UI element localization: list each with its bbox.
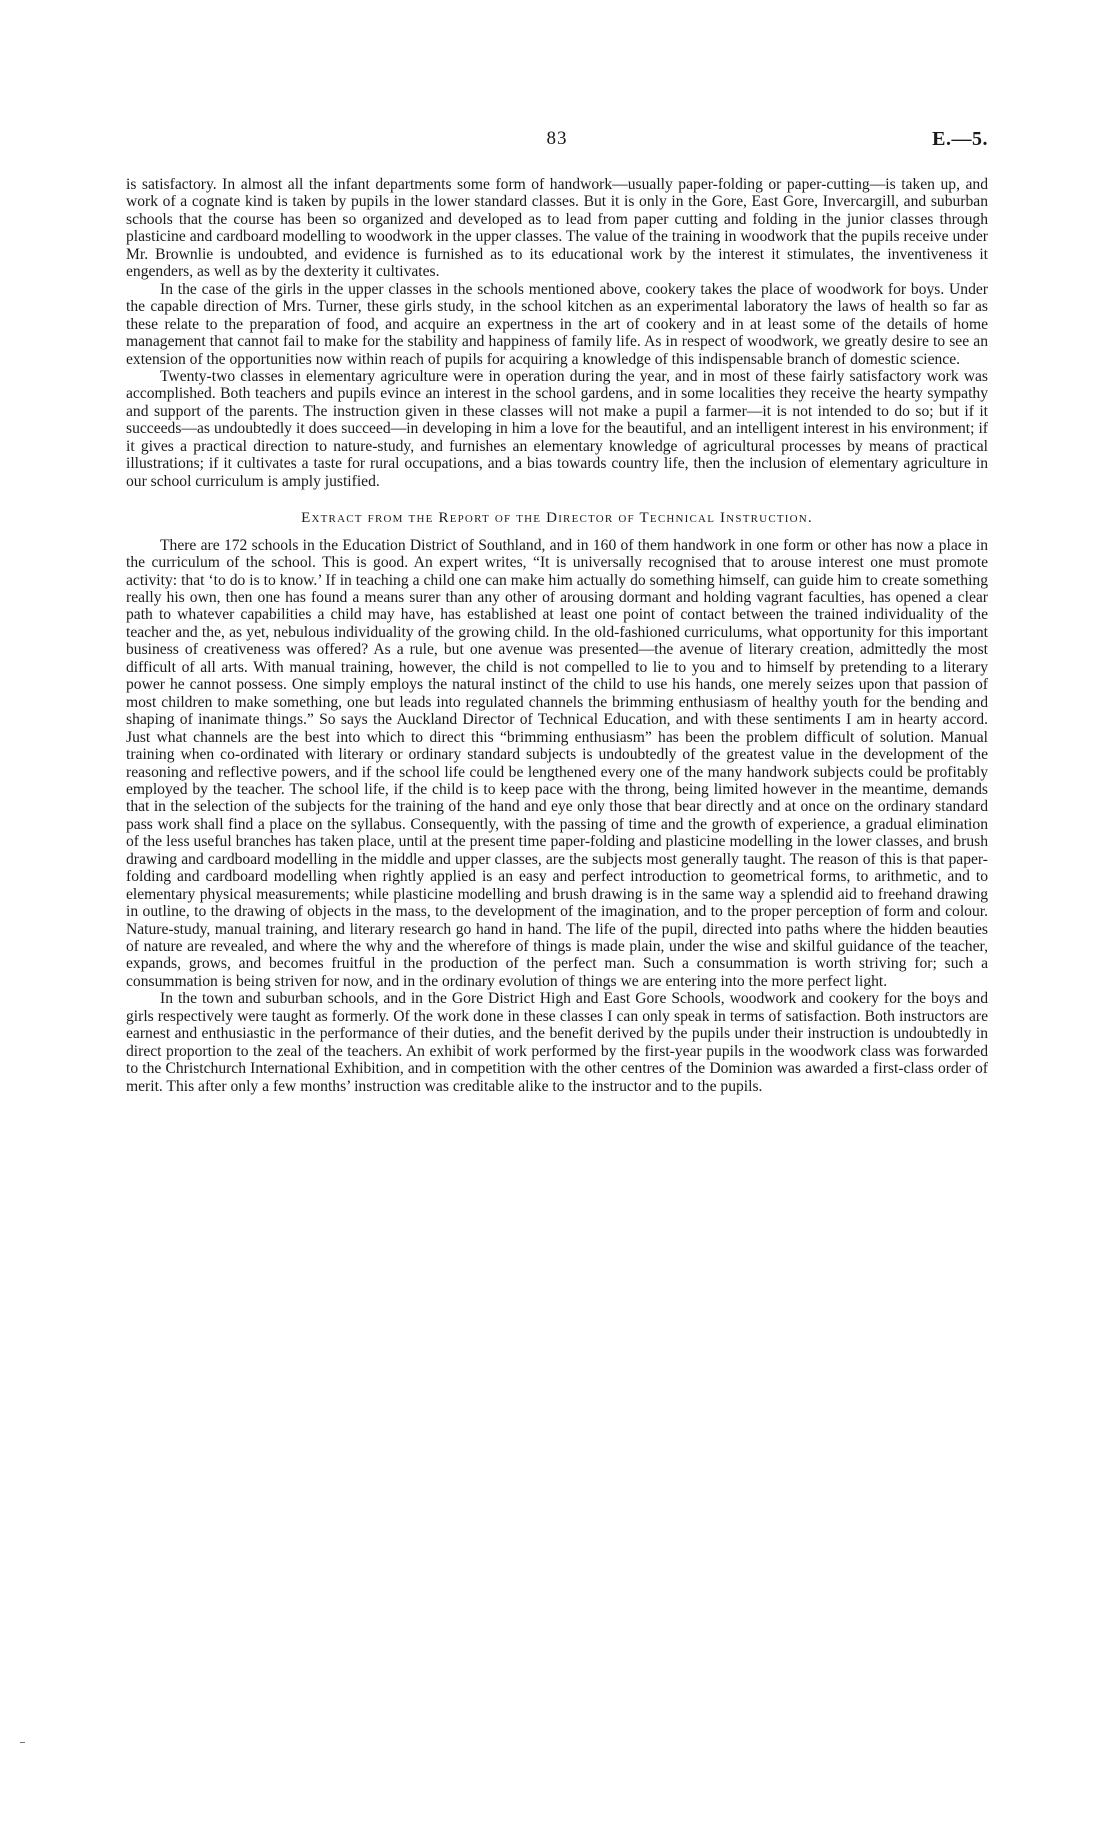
margin-mark — [20, 1742, 25, 1743]
paragraph: There are 172 schools in the Education District of Southland, and in 160 of them handwork in one form or other has now a place in the curriculum of the school. This is good. An expert writes, “It is universally recognised that to arouse interest one must promote activity: that ‘to do is to know.’ If in teaching a child one can make him actually do something himself, can guide him to create something really his own, then one has found a means surer than any other of arousing dormant and holding vagrant faculties, has opened a clear path to whatever capabilities a child may have, has established at least one point of contact between the trained individuality of the teacher and the, as yet, nebulous individuality of the growing child. In the old-fashioned curriculums, what opportunity for this important business of creativeness was offered? As a rule, but one avenue was presented—the avenue of literary creation, admittedly the most difficult of all arts. With manual training, however, the child is not compelled to lie to you and to himself by pretending to a literary power he cannot possess. One simply employs the natural instinct of the child to use his hands, one merely seizes upon that passion of most children to make something, one but leads into regulated channels the brimming enthusiasm of healthy youth for the bending and shaping of inanimate things.” So says the Auckland Director of Technical Education, and with these sentiments I am in hearty accord. Just what channels are the best into which to direct this “brimming enthusiasm” has been the problem difficult of solution. Manual training when co-ordinated with literary or ordinary standard subjects is undoubtedly of the greatest value in the development of the reasoning and reflective powers, and if the school life could be lengthened every one of the many handwork subjects could be profitably employed by the teacher. The school life, if the child is to keep pace with the throng, being limited however in the meantime, demands that in the selection of the subjects for the training of the hand and eye only those that bear directly and at once on the ordinary standard pass work shall find a place on the syllabus. Consequently, with the passing of time and the growth of experience, a gradual elimination of the less useful branches has taken place, until at the present time paper-folding and plasticine modelling in the lower classes, and brush drawing and cardboard modelling in the middle and upper classes, are the subjects most generally taught. The reason of this is that paper-folding and cardboard modelling when rightly applied is an easy and perfect introduction to geometrical forms, to arithmetic, and to elementary physical measurements; while plasticine modelling and brush drawing is in the same way a splendid aid to freehand drawing in outline, to the drawing of objects in the mass, to the development of the imagination, and to the proper perception of form and colour. Nature-study, manual training, and literary research go hand in hand. The life of the pupil, directed into paths where the hidden beauties of nature are revealed, and where the why and the wherefore of things is made plain, under the wise and skilful guidance of the teacher, expands, grows, and becomes fruitful in the production of the perfect man. Such a consummation is worth striving for; such a consummation is being striven for now, and in the ordinary evolution of things we are entering into the more perfect light. — [126, 536, 988, 990]
paragraph: In the town and suburban schools, and in the Gore District High and East Gore Schools, woodwork and cookery for the boys and girls respectively were taught as formerly. Of the work done in these classes I can only speak in terms of satisfaction. Both instructors are earnest and enthusiastic in the performance of their duties, and the benefit derived by the pupils under their instruction is undoubtedly in direct proportion to the zeal of the teachers. An exhibit of work performed by the first-year pupils in the woodwork class was forwarded to the Christchurch International Exhibition, and in competition with the other centres of the Dominion was awarded a first-class order of merit. This after only a few months’ instruction was creditable alike to the instructor and to the pupils. — [126, 990, 988, 1095]
body-text — [126, 176, 988, 1095]
paragraph: In the case of the girls in the upper classes in the schools mentioned above, cookery takes the place of woodwork for boys. Under the capable direction of Mrs. Turner, these girls study, in the school kitchen as an experimental laboratory the laws of health so far as these relate to the preparation of food, and acquire an expertness in the art of cookery and in at least some of the details of home management that cannot fail to make for the stability and happiness of family life. As in respect of woodwork, we greatly desire to see an extension of the opportunities now within reach of pupils for acquiring a knowledge of this indispensable branch of domestic science. — [126, 280, 988, 368]
section-heading: Extract from the Report of the Director of Technical Instruction. — [301, 510, 813, 527]
page-number: 83 — [546, 128, 568, 149]
paragraph: Twenty-two classes in elementary agriculture were in operation during the year, and in most of these fairly satisfactory work was accomplished. Both teachers and pupils evince an interest in the school gardens, and in some localities they receive the hearty sympathy and support of the parents. The instruction given in these classes will not make a pupil a farmer—it is not intended to do so; but if it succeeds—as undoubtedly it does succeed—in developing in him a love for the beautiful, and an intelligent interest in his environment; if it gives a practical direction to nature-study, and furnishes an elementary knowledge of agricultural processes by means of practical illustrations; if it cultivates a taste for rural occupations, and a bias towards country life, then the inclusion of elementary agriculture in our school curriculum is amply justified. — [126, 367, 988, 490]
paragraph: is satisfactory. In almost all the infant departments some form of handwork—usually paper-folding or paper-cutting—is taken up, and work of a cognate kind is taken by pupils in the lower standard classes. But it is only in the Gore, East Gore, Invercargill, and suburban schools that the course has been so organized and developed as to lead from paper cutting and folding in the junior classes through plasticine and cardboard modelling to woodwork in the upper classes. The value of the training in woodwork that the pupils receive under Mr. Brownlie is undoubted, and evidence is furnished as to its educational work by the interest it stimulates, the inventiveness it engenders, as well as by the dexterity it cultivates. — [126, 176, 988, 281]
document-reference: E.—5. — [932, 128, 988, 150]
page-header — [126, 128, 988, 154]
